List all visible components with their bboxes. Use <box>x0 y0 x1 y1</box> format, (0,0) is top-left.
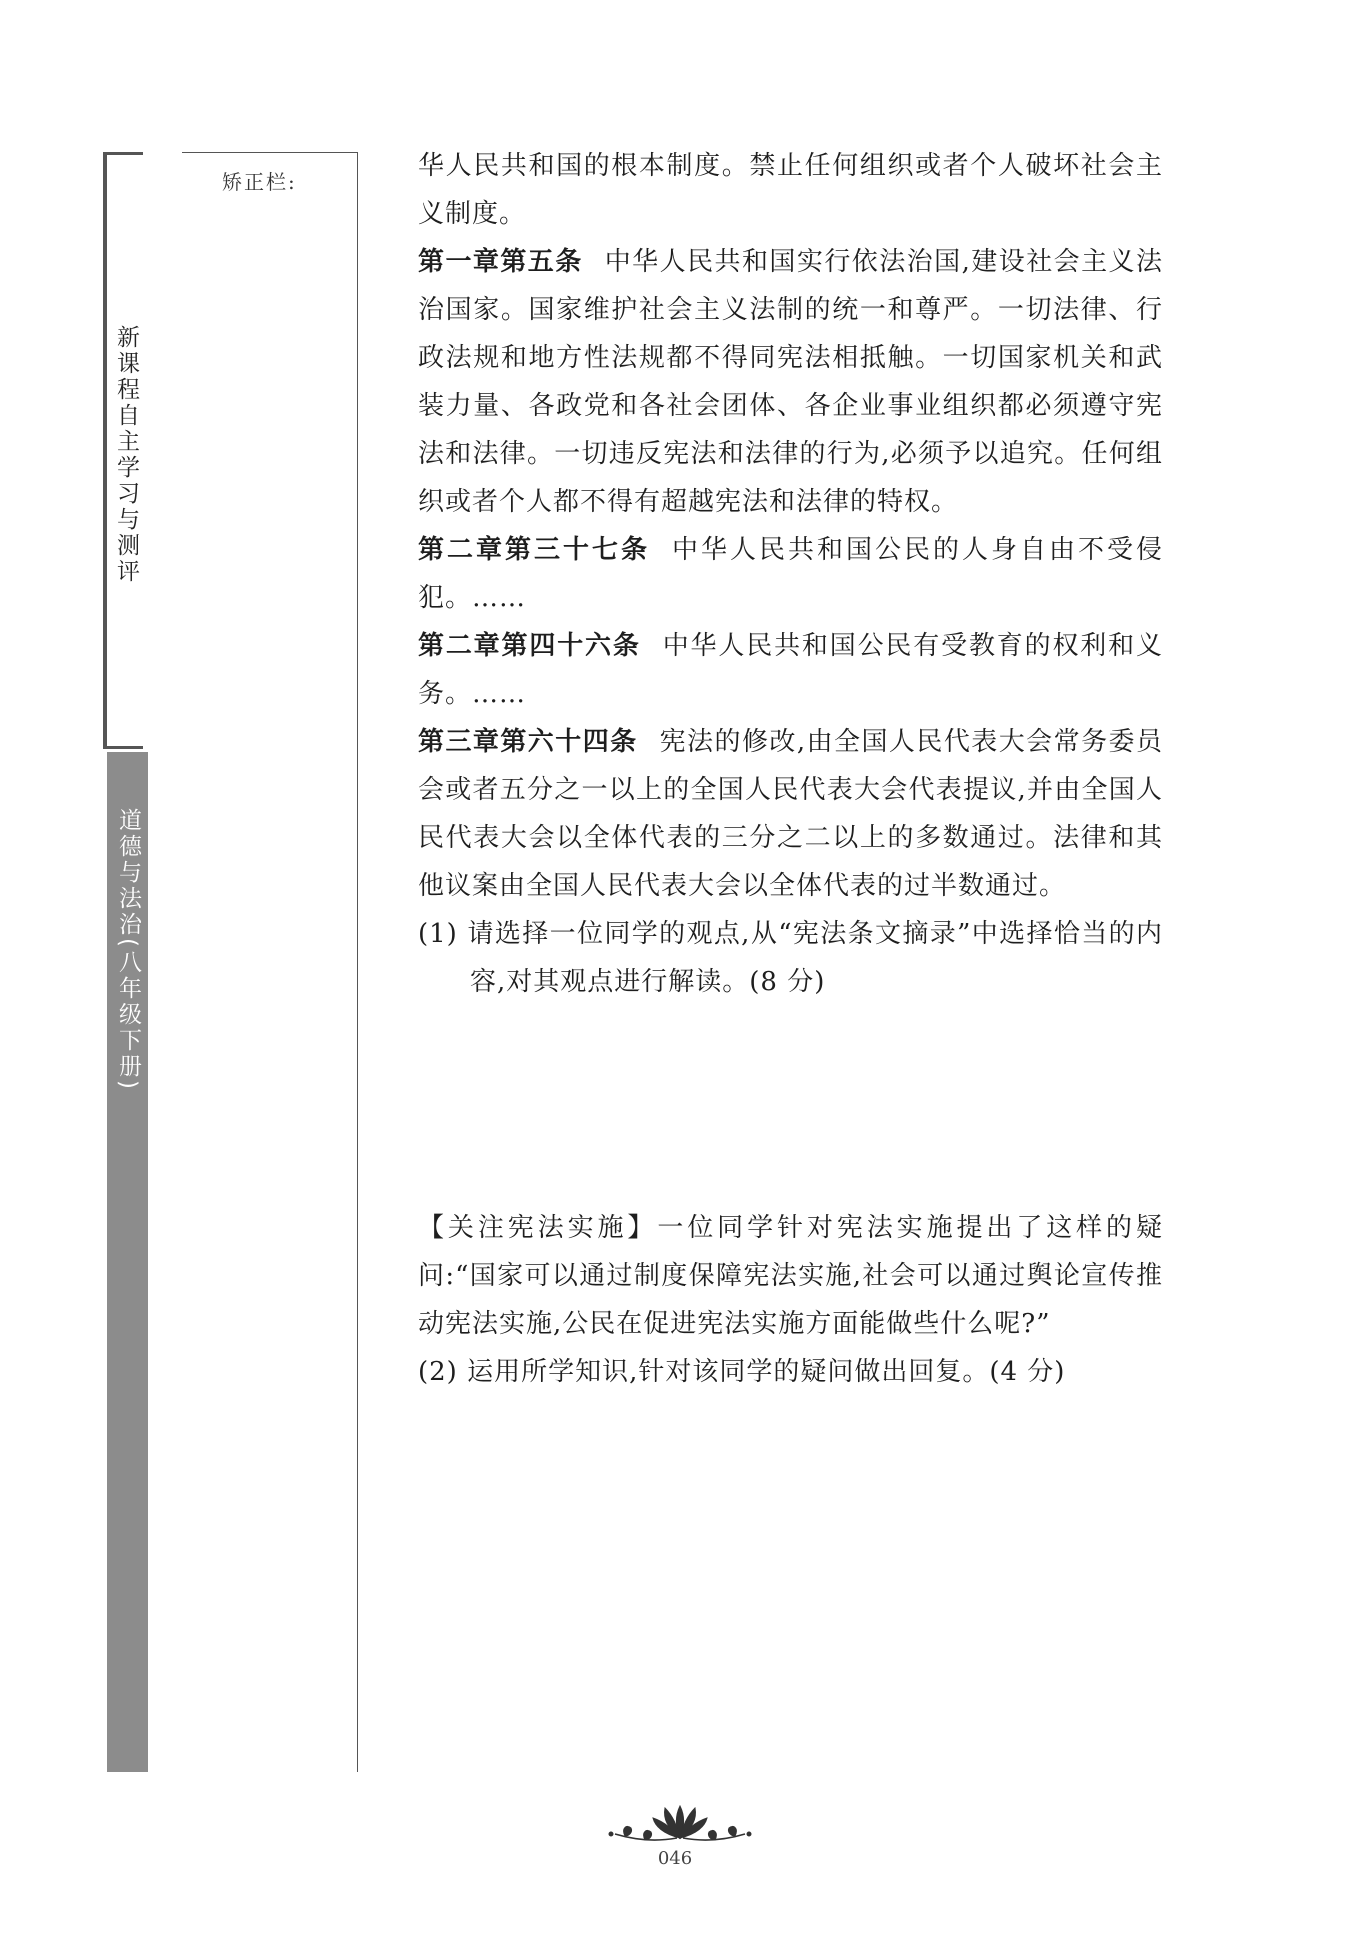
article-4-text: 宪法的修改,由全国人民代表大会常务委员会或者五分之一以上的全国人民代表大会代表提议,并由全国人民代表大会以全体代表的三分之二以上的多数通过。法律和其他议案由全国人民代表大会以全体代表的过半数通过。 <box>418 727 1163 901</box>
main-content <box>418 142 1163 1006</box>
section2-text: 一位同学针对宪法实施提出了这样的疑问:“国家可以通过制度保障宪法实施,社会可以通过舆论宣传推动宪法实施,公民在促进宪法实施方面能做些什么呢?” <box>418 1213 1163 1339</box>
article-2-head: 第二章第三十七条 <box>418 535 650 565</box>
article-2 <box>418 526 1163 622</box>
article-1-text: 中华人民共和国实行依法治国,建设社会主义法治国家。国家维护社会主义法制的统一和尊严。一切法律、行政法规和地方性法规都不得同宪法相抵触。一切国家机关和武装力量、各政党和各社会团体、各企业事业组织都必须遵守宪法和法律。一切违反宪法和法律的行为,必须予以追究。任何组织或者个人都不得有超越宪法和法律的特权。 <box>418 247 1163 517</box>
section2-head: 【关注宪法实施】 <box>418 1213 658 1243</box>
subject-title: 道德与法治(八年级下册) <box>115 808 141 1092</box>
article-4-head: 第三章第六十四条 <box>418 727 638 757</box>
correction-column <box>182 152 358 1772</box>
article-2-text: 中华人民共和国公民的人身自由不受侵犯。…… <box>418 535 1163 613</box>
article-3-text: 中华人民共和国公民有受教育的权利和义务。…… <box>418 631 1163 709</box>
footer-ornament-icon <box>605 1798 755 1848</box>
article-3 <box>418 622 1163 718</box>
book-series-title: 新课程自主学习与测评 <box>113 325 139 585</box>
lead-paragraph: 华人民共和国的根本制度。禁止任何组织或者个人破坏社会主义制度。 <box>418 151 1163 229</box>
constitution-implementation-section <box>418 1204 1163 1396</box>
section2-paragraph <box>418 1204 1163 1348</box>
article-3-head: 第二章第四十六条 <box>418 631 641 661</box>
correction-label: 矫正栏: <box>222 170 297 194</box>
article-1-head: 第一章第五条 <box>418 247 583 277</box>
page-number: 046 <box>657 1848 693 1869</box>
question-1: (1) 请选择一位同学的观点,从“宪法条文摘录”中选择恰当的内容,对其观点进行解读。(8 分) <box>418 919 1163 997</box>
article-4 <box>418 718 1163 910</box>
article-1 <box>418 238 1163 526</box>
question-2: (2) 运用所学知识,针对该同学的疑问做出回复。(4 分) <box>418 1357 1066 1387</box>
